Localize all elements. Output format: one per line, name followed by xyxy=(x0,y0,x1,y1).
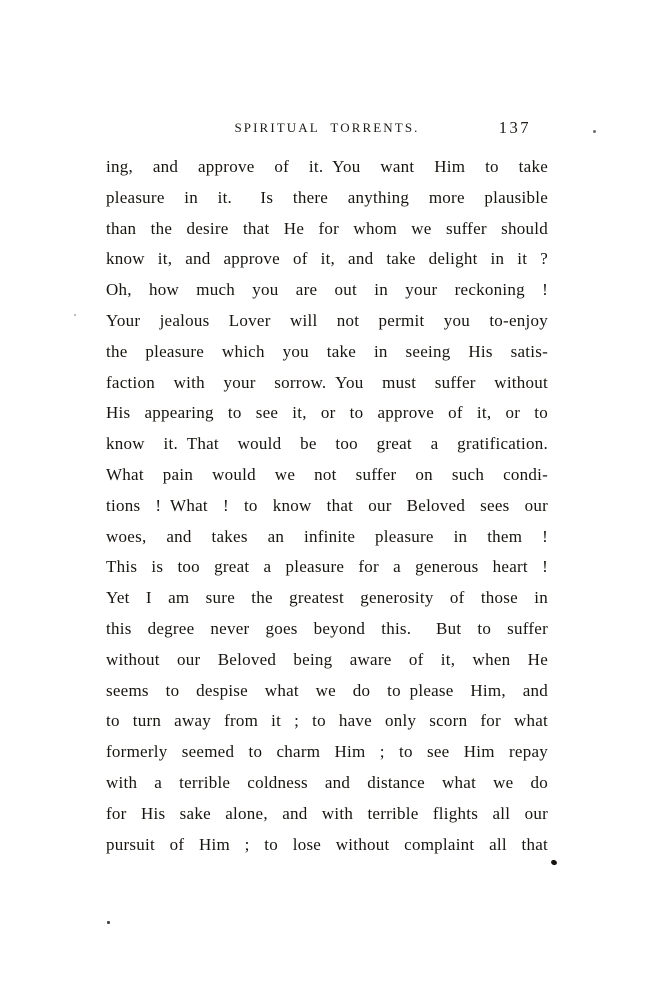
text-line: Yet I am sure the greatest generosity of those in xyxy=(106,588,548,608)
text-line: this degree never goes beyond this. But to suffer xyxy=(106,618,548,638)
text-line: without our Beloved being aware of it, when He xyxy=(106,649,548,669)
text-line: Oh, how much you are out in your reckoning ! xyxy=(106,280,548,300)
text-line: pursuit of Him ; to lose without complaint all that xyxy=(106,834,548,854)
text-line: faction with your sorrow. You must suffer without xyxy=(106,372,548,392)
text-line: ing, and approve of it. You want Him to take xyxy=(106,157,548,176)
text-line: with a terrible coldness and distance what we do xyxy=(106,772,548,792)
text-line: woes, and takes an infinite pleasure in them ! xyxy=(106,526,548,546)
page-number: 137 xyxy=(498,118,531,137)
text-line: to turn away from it ; to have only scorn for what xyxy=(106,711,548,731)
text-line: What pain would we not suffer on such condi- xyxy=(106,464,548,484)
text-line: tions ! What ! to know that our Beloved sees our xyxy=(106,495,548,515)
text-line: for His sake alone, and with terrible flights all our xyxy=(106,803,548,823)
ink-speck xyxy=(550,859,557,866)
text-line: His appearing to see it, or to approve of it, or to xyxy=(106,403,548,423)
page-title: SPIRITUAL TORRENTS. xyxy=(234,120,420,135)
text-line: know it. That would be too great a gratification. xyxy=(106,434,548,454)
text-line: know it, and approve of it, and take delight in it ? xyxy=(106,249,548,269)
running-head xyxy=(106,118,548,142)
ink-speck xyxy=(593,130,596,133)
text-line: This is too great a pleasure for a generous heart ! xyxy=(106,557,548,577)
text-line: formerly seemed to charm Him ; to see Him repay xyxy=(106,742,548,762)
text-line: seems to despise what we do to please Him, and xyxy=(106,680,548,700)
ink-speck xyxy=(107,921,110,924)
text-line: than the desire that He for whom we suffer should xyxy=(106,218,548,238)
text-line: Your jealous Lover will not permit you to-enjoy xyxy=(106,310,548,330)
body-text-block xyxy=(106,152,548,860)
text-line: the pleasure which you take in seeing His satis- xyxy=(106,341,548,361)
text-line: pleasure in it. Is there anything more plausible xyxy=(106,187,548,207)
ink-speck xyxy=(74,314,76,316)
